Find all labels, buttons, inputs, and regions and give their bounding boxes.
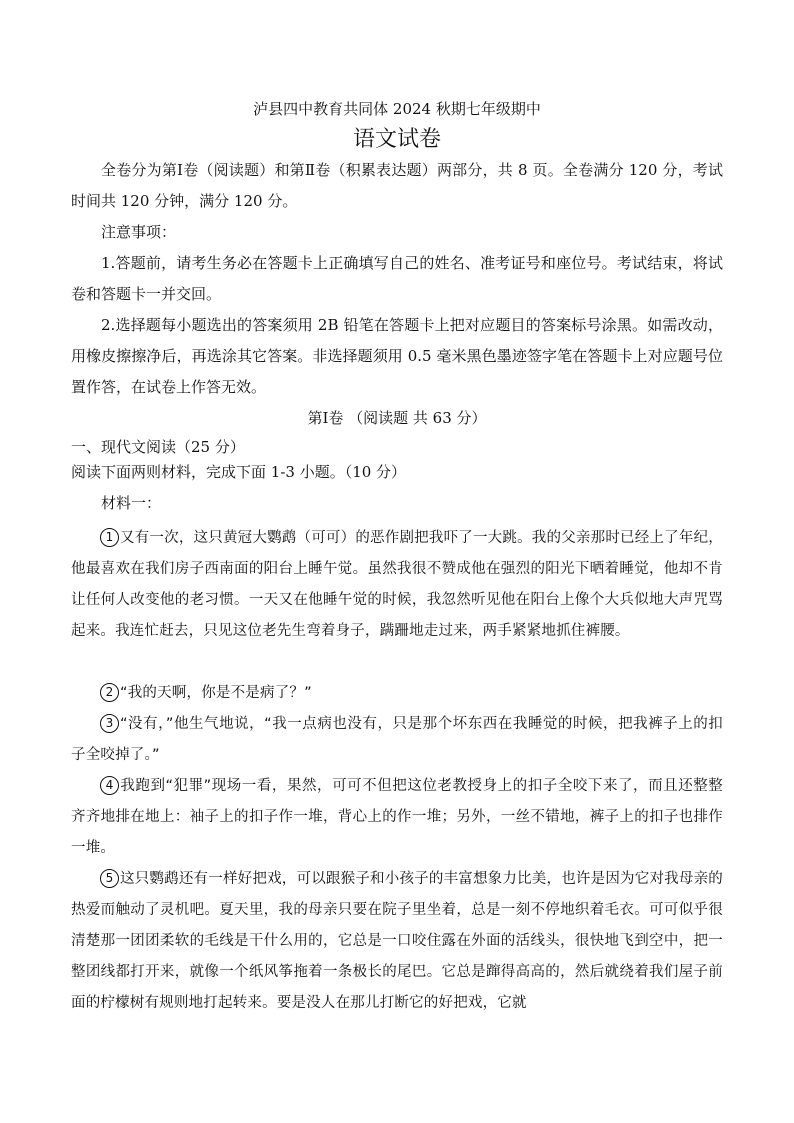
paragraph-number: 3 [100,714,119,733]
notes-item-1: 1.答题前，请考生务必在答题卡上正确填写自己的姓名、准考证号和座位号。考试结束，将试卷和答题卡一并交回。 [71,254,723,303]
paragraph-number: 4 [100,776,119,795]
paragraph-2 [71,678,723,709]
instruction: 阅读下面两则材料，完成下面 1-3 小题。（10 分） [71,463,407,481]
paragraph-number: 2 [100,683,119,702]
paragraph-text: 这只鹦鹉还有一样好把戏，可以跟猴子和小孩子的丰富想象力比美，也许是因为它对我母亲的热爱而触动了灵机吧。夏天里，我的母亲只要在院子里坐着，总是一刻不停地织着毛衣。可可似乎很清楚那一团团柔软的毛线是干什么用的，它总是一口咬住露在外面的活线头，很快地飞到空中，把一整团线都打开来，就像一个纸风筝拖着一条极长的尾巴。它总是蹿得高高的，然后就绕着我们屋子前面的柠檬树有规则地打起转来。要是没人在那儿打断它的好把戏，它就 [71,871,723,1011]
exam-title: 语文试卷 [352,127,441,152]
paragraph-5 [71,864,723,1019]
paragraph-3 [71,709,723,771]
notes-item-2: 2.选择题每小题选出的答案须用 2B 铅笔在答题卡上把对应题目的答案标号涂黑。如需改动，用橡皮擦擦净后，再选涂其它答案。非选择题须用 0.5 毫米黑色墨迹签字笔在答题卡上对应题号位置作答，在试卷上作答无效。 [71,316,723,396]
material-label: 材料一： [101,494,162,512]
paragraph-text: 我跑到“犯罪”现场一看，果然，可可不但把这位老教授身上的扣子全咬下来了，而且还整整齐齐地排在地上：袖子上的扣子作一堆，背心上的作一堆；另外，一丝不错地，裤子上的扣子也排作一堆。 [71,778,723,856]
paragraph-text: “我的天啊，你是不是病了？” [120,685,312,701]
part1-title: 第Ⅰ卷 （阅读题 共 63 分） [307,409,487,427]
intro-paragraph: 全卷分为第Ⅰ卷（阅读题）和第Ⅱ卷（积累表达题）两部分，共 8 页。全卷满分 120 分，考试时间共 120 分钟，满分 120 分。 [71,161,723,210]
notes-title: 注意事项： [101,223,177,241]
paragraph-text: 又有一次，这只黄冠大鹦鹉（可可）的恶作剧把我吓了一大跳。我的父亲那时已经上了年纪，他最喜欢在我们房子西南面的阳台上睡午觉。虽然我很不赞成他在强烈的阳光下晒着睡觉，他却不肯让任何人改变他的老习惯。一天又在他睡午觉的时候，我忽然听见他在阳台上像个大兵似地大声咒骂起来。我连忙赶去，只见这位老先生弯着身子，蹒跚地走过来，两手紧紧地抓住裤腰。 [71,530,723,639]
exam-header-line1: 泸县四中教育共同体 2024 秋期七年级期中 [253,100,541,118]
paragraph-1 [71,523,723,647]
paragraph-number: 1 [100,528,119,547]
paragraph-number: 5 [100,869,119,888]
paragraph-text: “没有，”他生气地说，“我一点病也没有，只是那个坏东西在我睡觉的时候，把我裤子上的扣子全咬掉了。” [71,716,723,763]
section1-heading: 一、现代文阅读（25 分） [71,438,245,456]
paragraph-4 [71,771,723,864]
